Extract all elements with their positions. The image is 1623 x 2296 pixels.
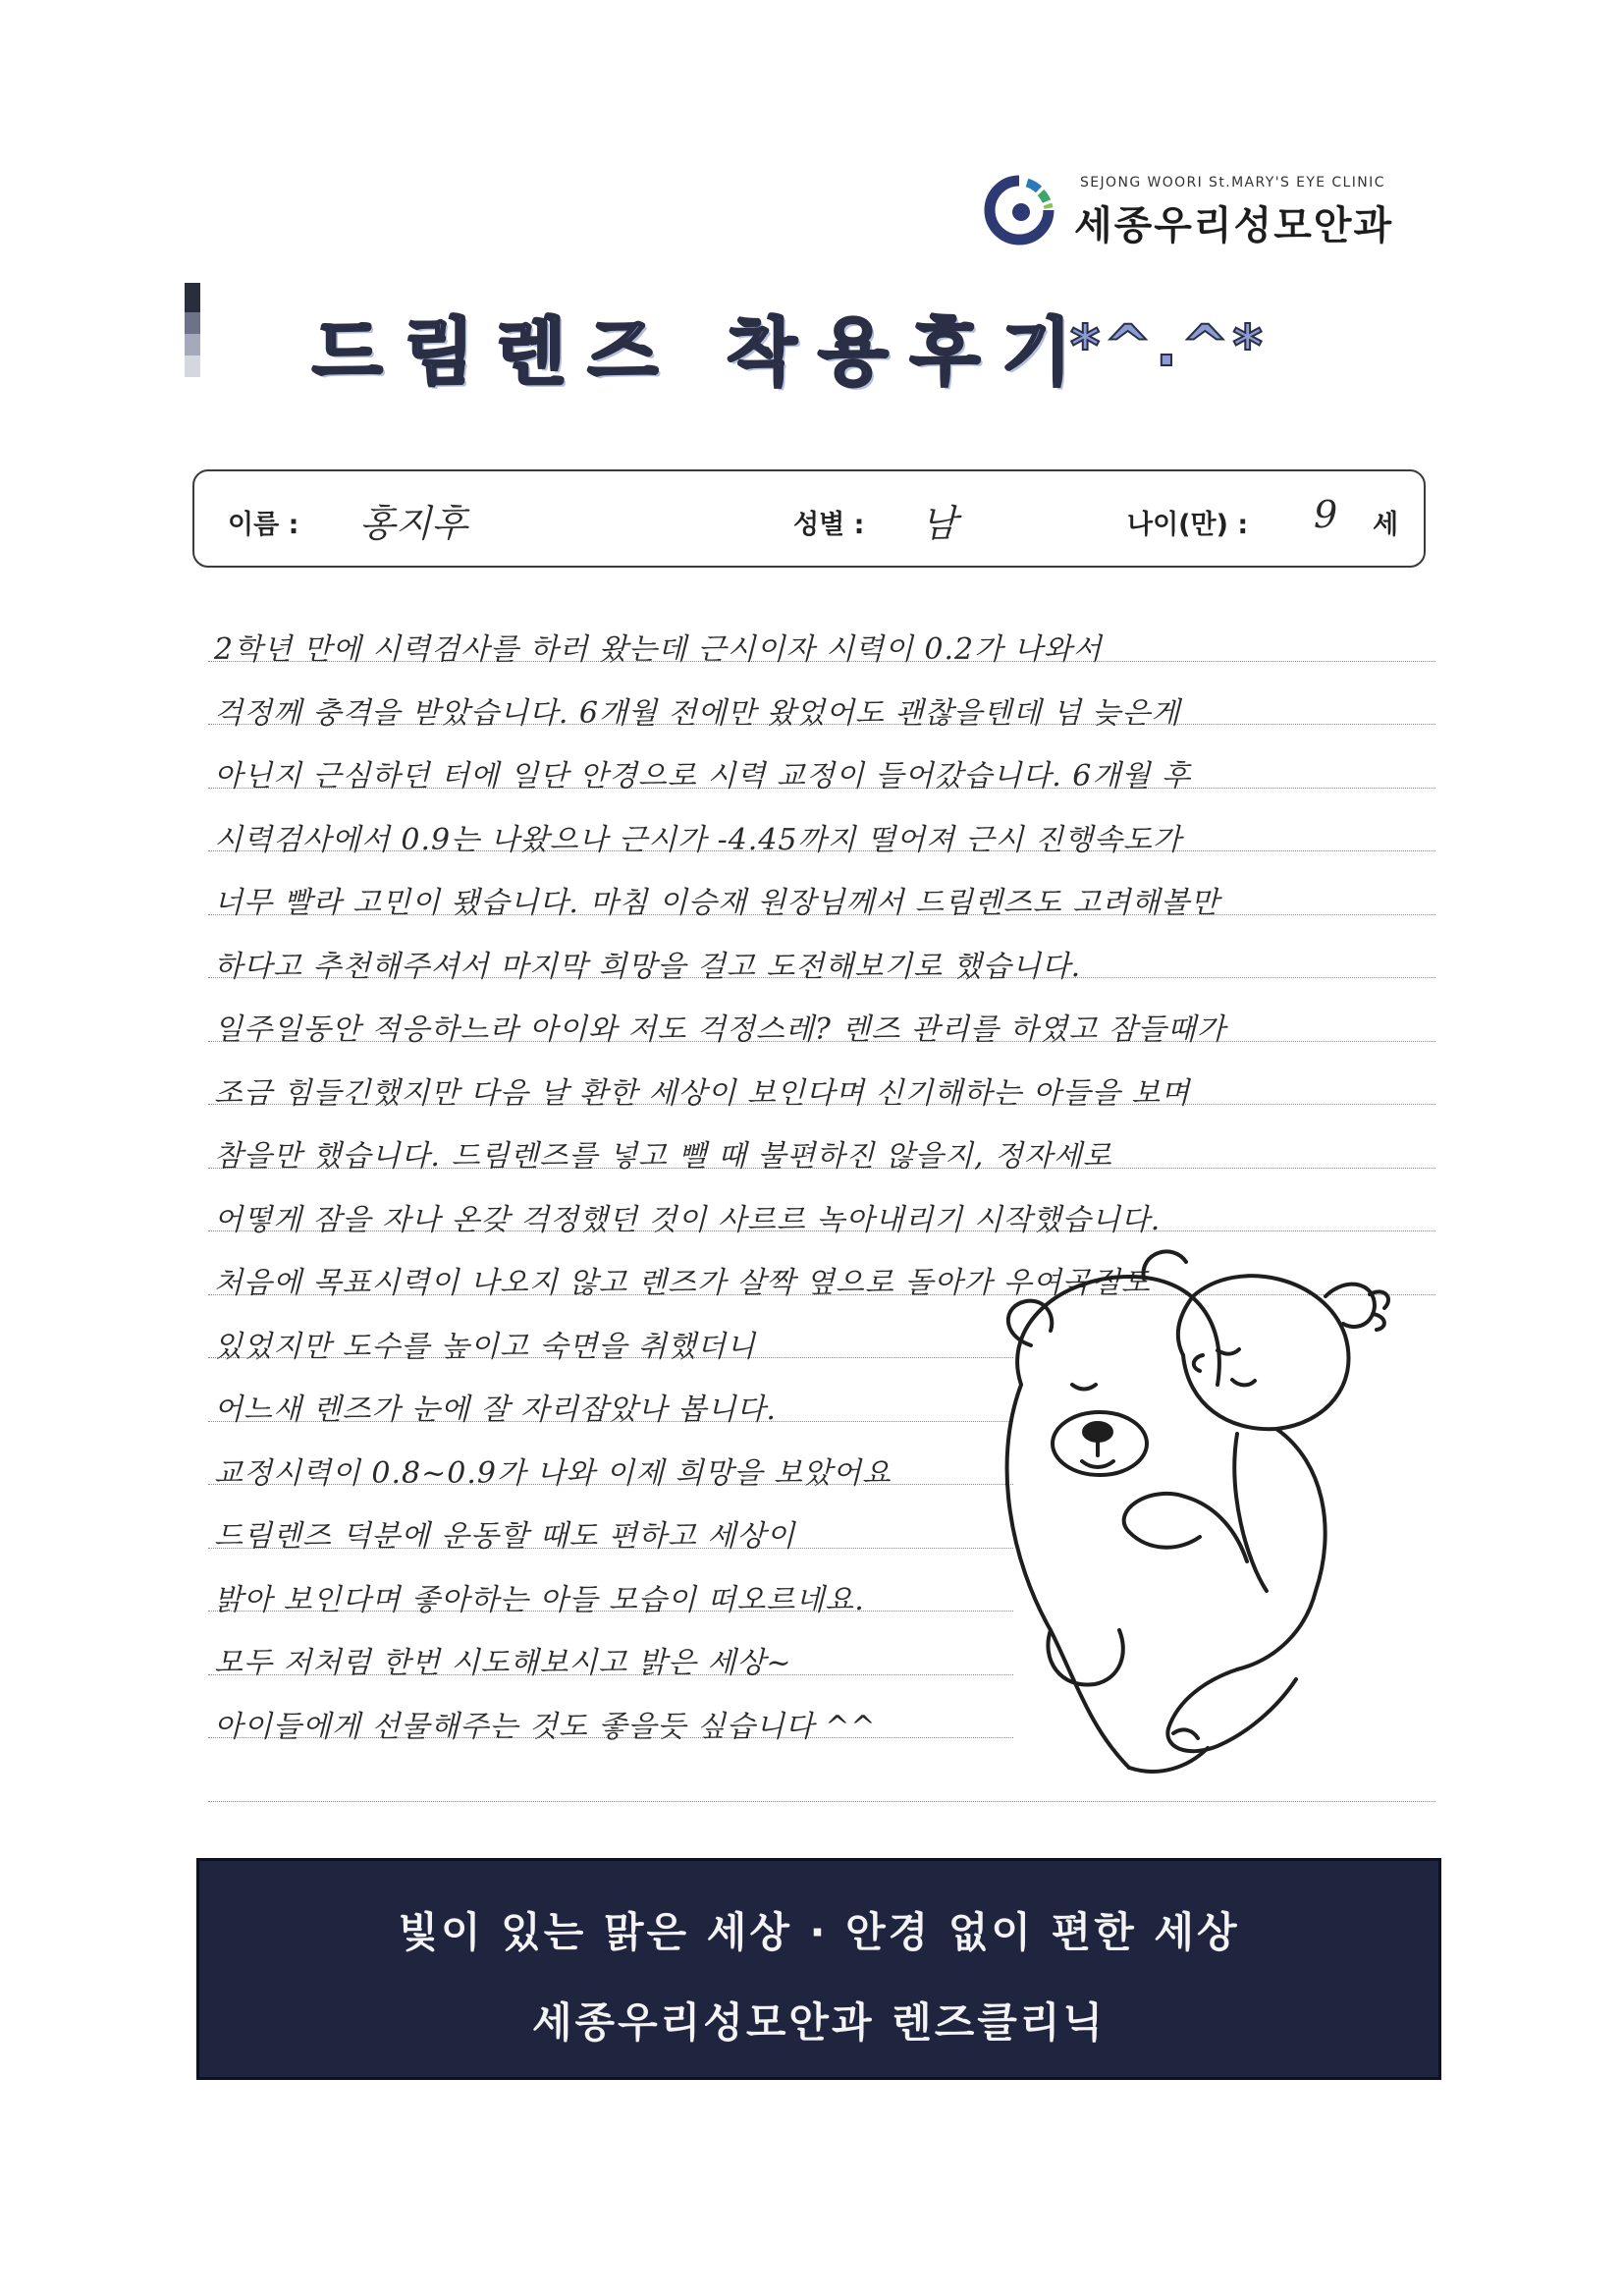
handwritten-line: 밝아 보인다며 좋아하는 아들 모습이 떠오르네요. — [214, 1582, 865, 1617]
handwritten-line: 하다고 추천해주셔서 마지막 희망을 걸고 도전해보기로 했습니다. — [214, 949, 1082, 984]
handwritten-line: 조금 힘들긴했지만 다음 날 환한 세상이 보인다며 신기해하는 아들을 보며 — [214, 1075, 1191, 1111]
handwritten-line: 시력검사에서 0.9는 나왔으나 근시가 -4.45까지 떨어져 근시 진행속도가 — [214, 822, 1182, 857]
clinic-logo — [982, 169, 1443, 247]
title-emoticon: *^.^* — [1070, 312, 1267, 379]
handwritten-line: 있었지만 도수를 높이고 숙면을 취했더니 — [214, 1329, 756, 1364]
title-accent-bar — [185, 283, 214, 381]
age-label: 나이(만) : — [1127, 510, 1249, 540]
handwritten-line: 어느새 렌즈가 눈에 잘 자리잡았나 봅니다. — [214, 1393, 777, 1427]
bear-hugging-child-drawing — [982, 1237, 1443, 1787]
name-label: 이름 : — [228, 510, 299, 540]
age-unit: 세 — [1373, 510, 1399, 540]
handwritten-line: 처음에 목표시력이 나오지 않고 렌즈가 살짝 옆으로 돌아가 우여곡절도 — [214, 1266, 1151, 1300]
eye-circle-logo-icon — [984, 175, 1055, 246]
clinic-name: 세종우리성모안과 — [1074, 203, 1394, 248]
footer-banner — [196, 1858, 1441, 2080]
name-value: 홍지후 — [359, 502, 468, 545]
handwritten-line: 2학년 만에 시력검사를 하러 왔는데 근시이자 시력이 0.2가 나와서 — [214, 632, 1103, 667]
handwritten-line: 너무 빨라 고민이 됐습니다. 마침 이승재 원장님께서 드림렌즈도 고려해볼만 — [214, 886, 1220, 920]
ruled-line — [208, 1801, 1435, 1802]
info-box — [192, 469, 1426, 568]
banner-slogan: 빛이 있는 맑은 세상 · 안경 없이 편한 세상 — [398, 1908, 1240, 1956]
handwritten-line: 어떻게 잠을 자나 온갖 걱정했던 것이 사르르 녹아내리기 시작했습니다. — [214, 1202, 1162, 1237]
age-value: 9 — [1314, 493, 1338, 536]
handwritten-line: 교정시력이 0.8~0.9가 나와 이제 희망을 보았어요 — [214, 1455, 892, 1491]
gender-label: 성별 : — [793, 510, 865, 540]
handwritten-line: 일주일동안 적응하느라 아이와 저도 걱정스레? 렌즈 관리를 하였고 잠들때가 — [214, 1012, 1226, 1047]
handwritten-line: 모두 저처럼 한번 시도해보시고 밝은 세상~ — [214, 1646, 792, 1680]
handwritten-line: 드림렌즈 덕분에 운동할 때도 편하고 세상이 — [214, 1519, 796, 1554]
clinic-subtitle: SEJONG WOORI St.MARY'S EYE CLINIC — [1080, 175, 1385, 191]
handwritten-line: 아닌지 근심하던 터에 일단 안경으로 시력 교정이 들어갔습니다. 6개월 후 — [214, 759, 1191, 793]
banner-clinic: 세종우리성모안과 렌즈클리닉 — [531, 1998, 1107, 2047]
page-title: 드림렌즈 착용후기 — [312, 310, 1094, 395]
handwritten-line: 참을만 했습니다. 드림렌즈를 넣고 뺄 때 불편하진 않을지, 정자세로 — [214, 1139, 1112, 1174]
handwritten-line: 아이들에게 선물해주는 것도 좋을듯 싶습니다 ^^ — [214, 1709, 877, 1744]
gender-value: 남 — [921, 502, 957, 545]
handwritten-line: 걱정께 충격을 받았습니다. 6개월 전에만 왔었어도 괜찮을텐데 넘 늦은게 — [214, 695, 1181, 731]
